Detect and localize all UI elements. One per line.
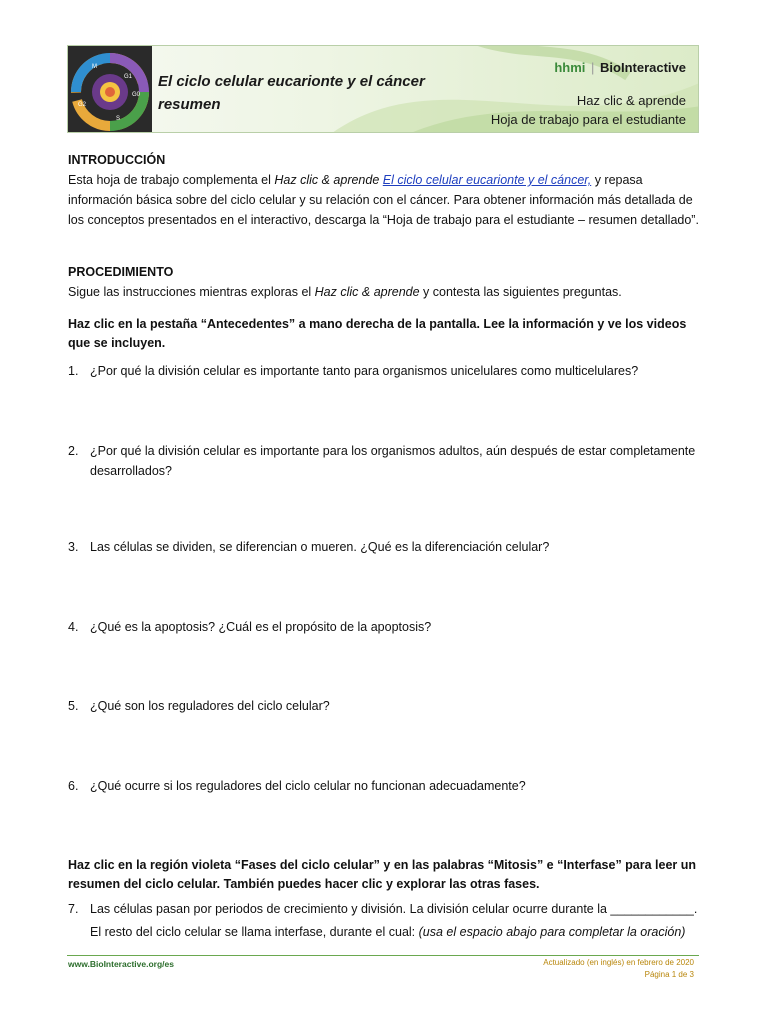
intro-section [68, 150, 702, 230]
question-text: ¿Qué son los reguladores del ciclo celular? [90, 699, 330, 713]
question-text: ¿Por qué la división celular es importante para los organismos adultos, aún después de estar completamente desarrollados? [90, 444, 696, 478]
procedure-text-1: Sigue las instrucciones mientras exploras el [68, 285, 315, 299]
header-subtitle-activity: Haz clic & aprende [576, 93, 686, 108]
cell-cycle-logo [68, 46, 152, 132]
question-text: ¿Por qué la división celular es importante tanto para organismos unicelulares como multicelulares? [90, 364, 639, 378]
question-5 [68, 696, 702, 716]
procedure-paragraph [68, 282, 702, 302]
procedure-italic: Haz clic & aprende [314, 285, 420, 299]
brand-name: BioInteractive [600, 60, 686, 75]
question-7 [68, 899, 702, 942]
question-text: Las células se dividen, se diferencian o mueren. ¿Qué es la diferenciación celular? [90, 540, 550, 554]
logo-label-g1: G1 [124, 74, 133, 80]
logo-label-g2: G2 [78, 102, 87, 108]
brand-separator: | [591, 60, 595, 75]
question-7-line-2: El resto del ciclo celular se llama interfase, durante el cual: [90, 925, 419, 939]
question-3 [68, 537, 702, 557]
document-title: El ciclo celular eucarionte y el cáncer resumen [158, 73, 425, 113]
question-text: ¿Qué es la apoptosis? ¿Cuál es el propósito de la apoptosis? [90, 620, 432, 634]
interactive-link[interactable]: El ciclo celular eucarionte y el cáncer, [382, 173, 592, 187]
intro-text-1: Esta hoja de trabajo complementa el [68, 173, 275, 187]
question-text-continued [90, 922, 702, 942]
question-1 [68, 361, 702, 381]
footer-page-number: Página 1 de 3 [644, 970, 694, 979]
question-number: 7. [68, 902, 79, 916]
document-header [67, 45, 699, 133]
intro-paragraph [68, 170, 702, 230]
question-number: 6. [68, 779, 79, 793]
question-6 [68, 776, 702, 796]
brand-hhmi: hhmi [554, 60, 586, 75]
logo-label-m: M [92, 64, 97, 70]
question-text: Las células pasan por periodos de crecimiento y división. La división celular ocurre durante la ____________. [90, 902, 698, 916]
question-number: 4. [68, 620, 79, 634]
logo-label-g0: G0 [132, 92, 141, 98]
question-text: ¿Qué ocurre si los reguladores del ciclo celular no funcionan adecuadamente? [90, 779, 526, 793]
footer-url[interactable]: www.BioInteractive.org/es [68, 959, 174, 969]
procedure-heading: PROCEDIMIENTO [68, 265, 174, 279]
instruction-cell-cycle-phases: Haz clic en la región violeta “Fases del ciclo celular” y en las palabras “Mitosis” e “Interfase” para leer un resumen del ciclo celular. También puedes hacer clic y explorar las otras fases. [68, 858, 697, 891]
footer-rule [67, 955, 699, 956]
procedure-section [68, 262, 702, 302]
logo-label-s: S [116, 116, 121, 122]
question-number: 1. [68, 364, 79, 378]
intro-text-2: y repasa información básica sobre del ciclo celular y su relación con el cáncer. Para obtener información más detallada de los conceptos presentados en el interactivo, descarga la “Hoja de trabajo para el estudiante – resumen detallado”. [68, 173, 699, 227]
question-7-hint: (usa el espacio abajo para completar la oración) [418, 925, 686, 939]
question-number: 3. [68, 540, 79, 554]
question-4 [68, 617, 702, 637]
question-number: 5. [68, 699, 79, 713]
procedure-text-2: y contesta las siguientes preguntas. [419, 285, 622, 299]
footer-updated: Actualizado (en inglés) en febrero de 2020 [543, 958, 694, 967]
header-subtitle-worksheet: Hoja de trabajo para el estudiante [490, 112, 686, 127]
intro-heading: INTRODUCCIÓN [68, 153, 166, 167]
question-number: 2. [68, 444, 79, 458]
instruction-background-tab: Haz clic en la pestaña “Antecedentes” a mano derecha de la pantalla. Lee la información y ve los videos que se incluyen. [68, 317, 687, 350]
intro-italic: Haz clic & aprende [274, 173, 380, 187]
question-2 [68, 441, 702, 481]
brand-logo [554, 60, 686, 75]
